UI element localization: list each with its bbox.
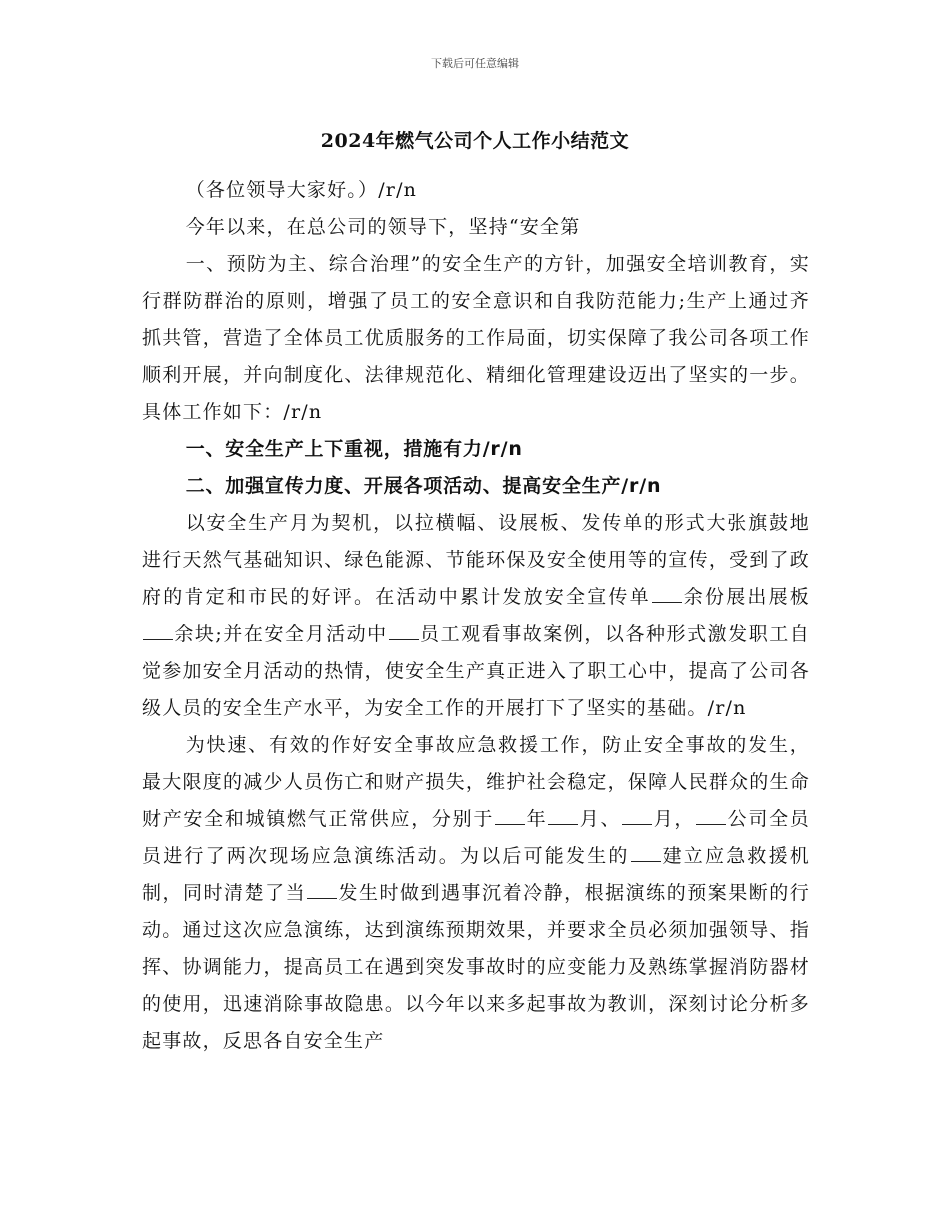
paragraph-safety-month: 以安全生产月为契机，以拉横幅、设展板、发传单的形式大张旗鼓地进行天然气基础知识、绿色能源、节能环保及安全使用等的宣传，受到了政府的肯定和市民的好评。在活动中累计发放安全宣传单 余份展出展板余块;并在安全月活动中 员工观看事故案例，以各种形式激发职工自觉参加安全月活动的热情，使安全生产真正进入了职工心中，提高了公司各级人员的安全生产水平，为安全工作的开展打下了坚实的基础。/r/n <box>142 512 810 719</box>
paragraph-emergency-drill: 为快速、有效的作好安全事故应急救援工作，防止安全事故的发生，最大限度的减少人员伤亡和财产损失，维护社会稳定，保障人民群众的生命财产安全和城镇燃气正常供应，分别于 年 月、 月， 公司全员员进行了两次现场应急演练活动。为以后可能发生的 建立应急救援机制，同时清楚了当 发生时做到遇事沉着冷静，根据演练的预案果断的行动。通过这次应急演练，达到演练预期效果，并要求全员必须加强领导、指挥、协调能力，提高员工在遇到突发事故时的应变能力及熟练掌握消防器材的使用，迅速消除事故隐患。以今年以来多起事故为教训，深刻讨论分析多起事故，反思各自安全生产 <box>142 734 810 1052</box>
fill-in-blank <box>143 621 173 640</box>
fill-in-blank <box>548 806 578 825</box>
page-header-note: 下载后可任意编辑 <box>431 57 519 70</box>
document-body <box>142 172 810 1060</box>
fill-in-blank <box>307 880 337 899</box>
paragraph-greeting: （各位领导大家好。）/r/n <box>185 179 418 201</box>
paragraph-intro: 今年以来，在总公司的领导下，坚持“安全第 <box>185 216 581 238</box>
paragraph-policy: 一、预防为主、综合治理”的安全生产的方针，加强安全培训教育，实行群防群治的原则，增强了员工的安全意识和自我防范能力;生产上通过齐抓共管，营造了全体员工优质服务的工作局面，切实保障了我公司各项工作顺利开展，并向制度化、法律规范化、精细化管理建设迈出了坚实的一步。具体工作如下：/r/n <box>142 253 810 423</box>
fill-in-blank <box>495 806 525 825</box>
fill-in-blank <box>631 843 661 862</box>
section-heading-2: 二、加强宣传力度、开展各项活动、提高安全生产/r/n <box>185 475 662 497</box>
fill-in-blank <box>652 584 682 603</box>
document-title: 2024年燃气公司个人工作小结范文 <box>320 130 630 152</box>
fill-in-blank <box>389 621 419 640</box>
fill-in-blank <box>622 806 652 825</box>
fill-in-blank <box>696 806 726 825</box>
section-heading-1: 一、安全生产上下重视，措施有力/r/n <box>185 438 523 460</box>
